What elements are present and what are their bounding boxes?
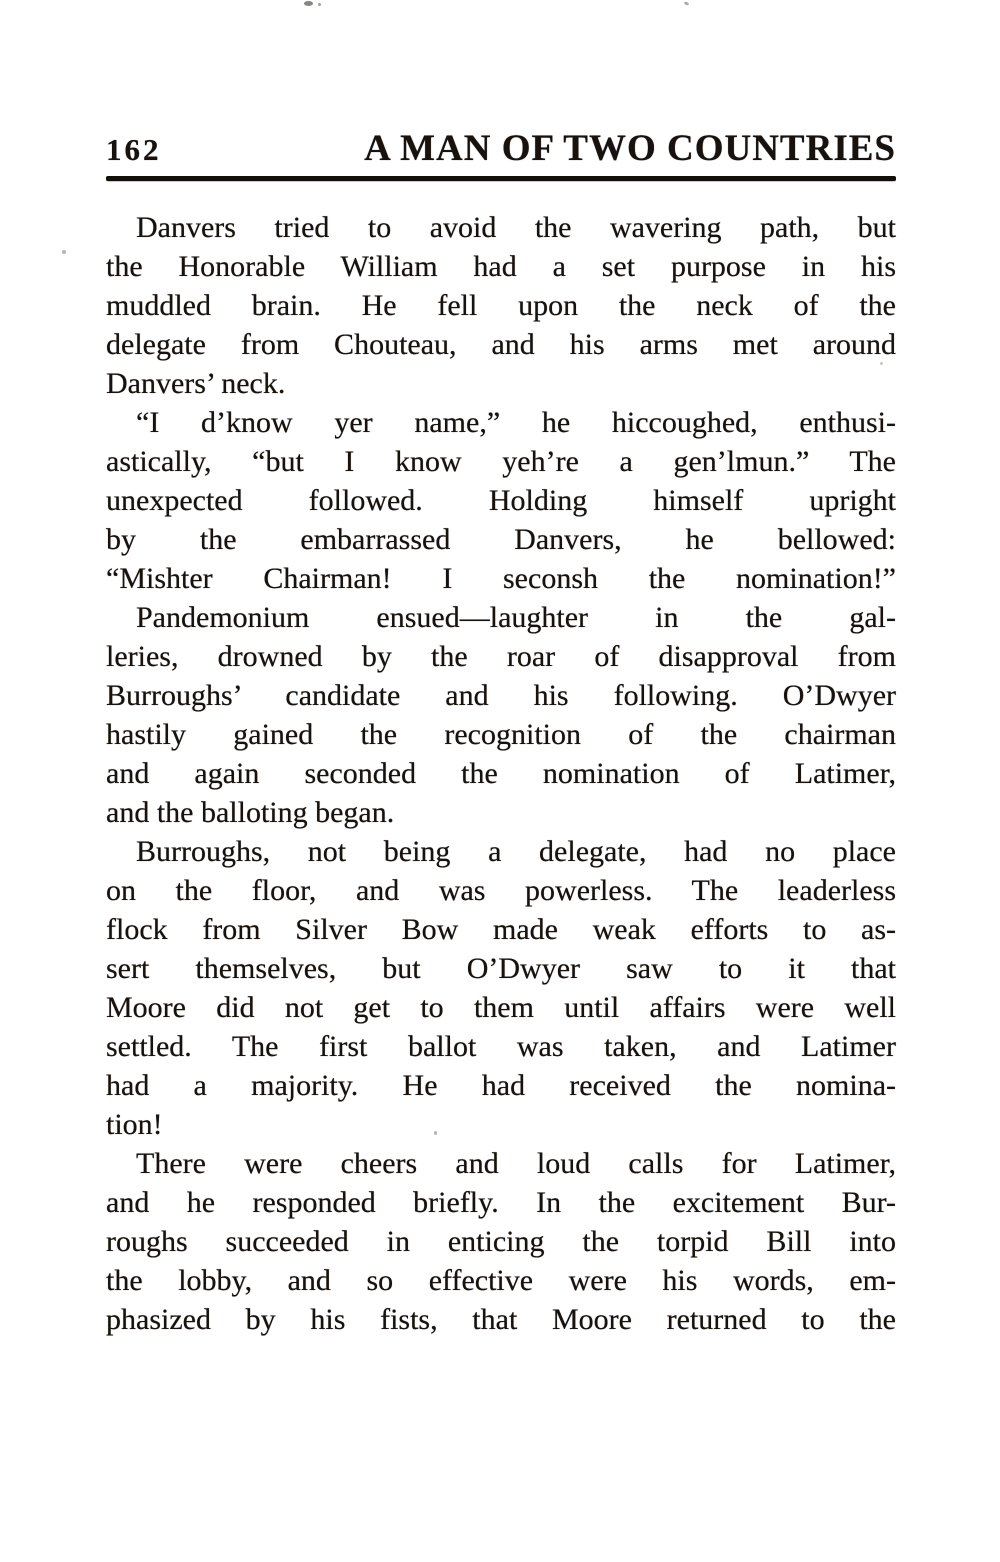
scan-speck	[304, 1, 313, 6]
text-line: and again seconded the nomination of Latimer,	[106, 757, 896, 790]
text-line: leries, drowned by the roar of disapproval from	[106, 640, 896, 673]
text-line: unexpected followed. Holding himself upright	[106, 484, 896, 517]
page-header	[106, 128, 896, 171]
text-line: and the balloting began.	[106, 796, 395, 829]
text-line: settled. The first ballot was taken, and Latimer	[106, 1030, 896, 1063]
text-line: on the floor, and was powerless. The leaderless	[106, 874, 896, 907]
running-title: A MAN OF TWO COUNTRIES	[364, 128, 896, 169]
text-line: hastily gained the recognition of the chairman	[106, 718, 896, 751]
text-line: delegate from Chouteau, and his arms met around	[106, 328, 896, 361]
text-line: had a majority. He had received the nomina-	[106, 1069, 896, 1102]
scan-speck	[62, 250, 66, 254]
paragraph	[106, 832, 896, 1144]
text-line: “I d’know yer name,” he hiccoughed, enthusi-	[136, 406, 896, 439]
text-line: astically, “but I know yeh’re a gen’lmun.” The	[106, 445, 896, 478]
text-line: muddled brain. He fell upon the neck of the	[106, 289, 896, 322]
text-line: Danvers tried to avoid the wavering path, but	[136, 211, 896, 244]
text-line: flock from Silver Bow made weak efforts to as-	[106, 913, 896, 946]
text-line: tion!	[106, 1108, 163, 1141]
paragraph	[106, 1144, 896, 1339]
text-line: There were cheers and loud calls for Latimer,	[136, 1147, 896, 1180]
text-line: Pandemonium ensued—laughter in the gal-	[136, 601, 896, 634]
text-line: Burroughs, not being a delegate, had no place	[136, 835, 896, 868]
text-line: the lobby, and so effective were his words, em-	[106, 1264, 896, 1297]
paragraph	[106, 403, 896, 598]
paragraph	[106, 208, 896, 403]
text-line: phasized by his fists, that Moore returned to the	[106, 1303, 896, 1336]
text-line: roughs succeeded in enticing the torpid Bill into	[106, 1225, 896, 1258]
text-line: and he responded briefly. In the excitement Bur-	[106, 1186, 896, 1219]
text-line: the Honorable William had a set purpose in his	[106, 250, 896, 283]
text-line: Moore did not get to them until affairs were well	[106, 991, 896, 1024]
text-line: sert themselves, but O’Dwyer saw to it that	[106, 952, 896, 985]
text-line: Danvers’ neck.	[106, 367, 286, 400]
paragraph	[106, 598, 896, 832]
page-content	[106, 128, 896, 1339]
header-rule	[106, 176, 896, 181]
text-line: Burroughs’ candidate and his following. O’Dwyer	[106, 679, 896, 712]
scan-speck	[318, 3, 321, 6]
text-line: by the embarrassed Danvers, he bellowed:	[106, 523, 896, 556]
scan-speck	[684, 1, 690, 6]
page-number: 162	[106, 132, 162, 167]
text-line: “Mishter Chairman! I seconsh the nomination!”	[106, 562, 896, 595]
body-text	[106, 208, 896, 1339]
